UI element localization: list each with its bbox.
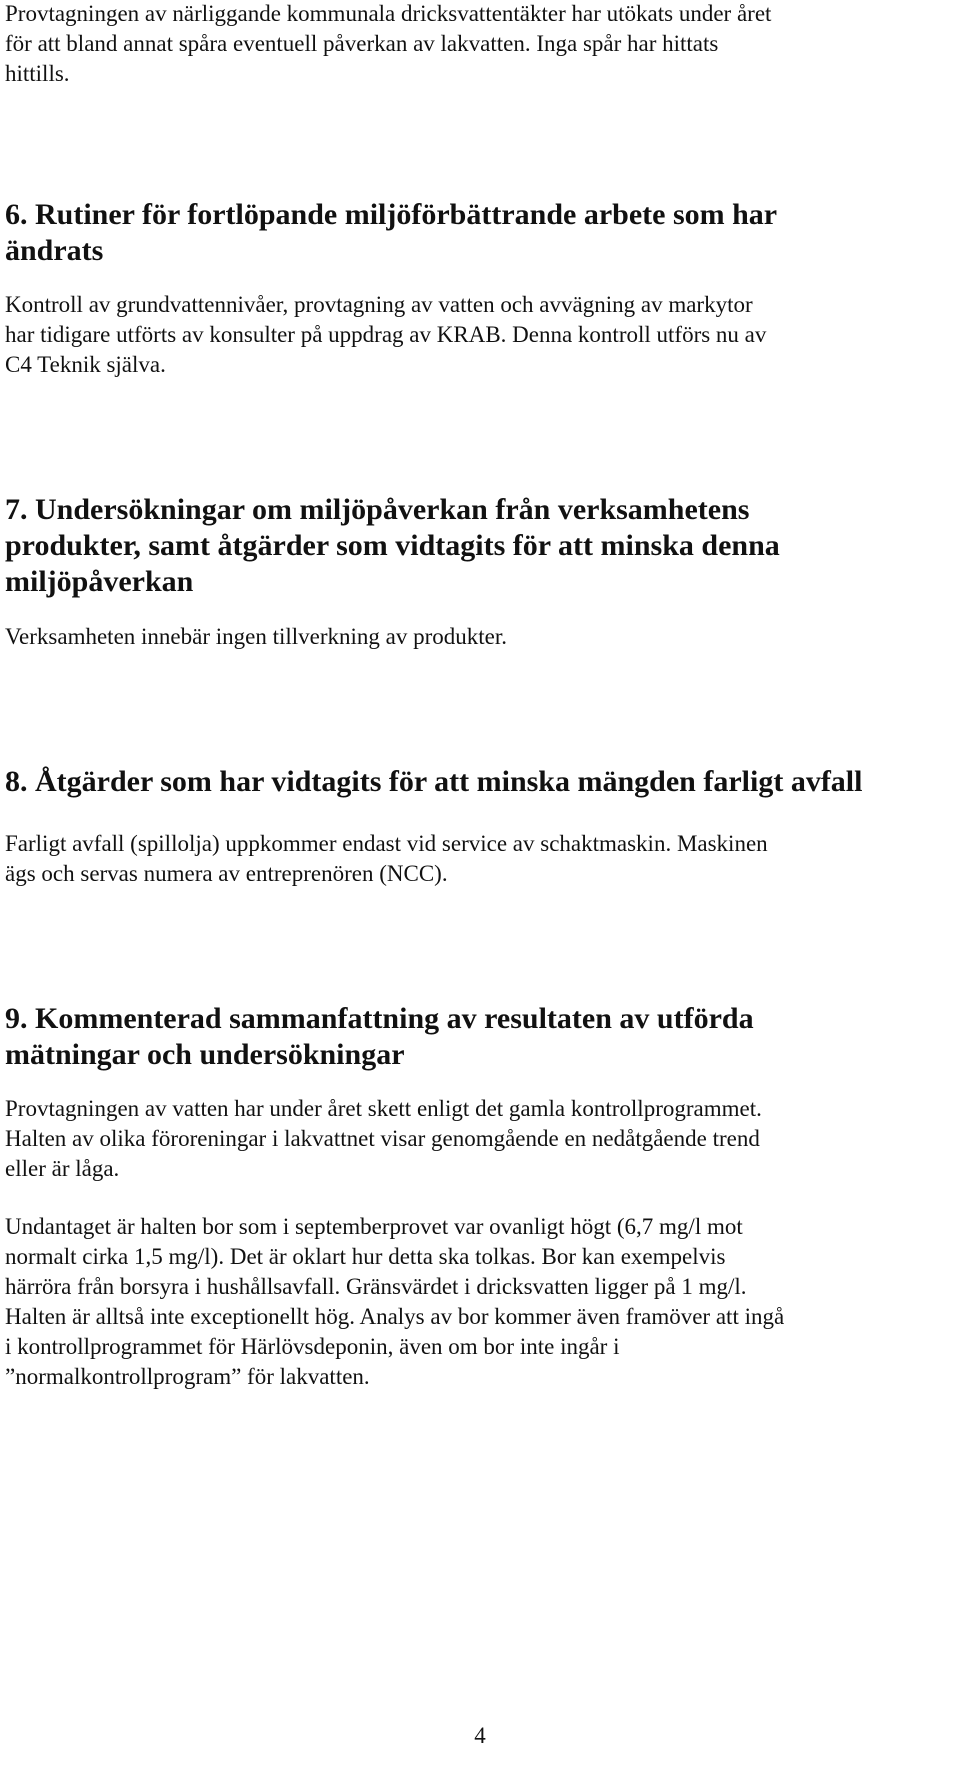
page-number: 4 [474, 1723, 486, 1748]
section-6-paragraph [5, 290, 955, 380]
section-8-heading [5, 764, 955, 800]
section-9-paragraph-1 [5, 1094, 955, 1184]
text-line: Farligt avfall (spillolja) uppkommer endast vid service av schaktmaskin. Maskinen [5, 831, 768, 856]
text-line: C4 Teknik själva. [5, 352, 166, 377]
text-line: i kontrollprogrammet för Härlövsdeponin, även om bor inte ingår i [5, 1334, 620, 1359]
text-line: ”normalkontrollprogram” för lakvatten. [5, 1364, 370, 1389]
text-line: ägs och servas numera av entreprenören (NCC). [5, 861, 448, 886]
heading-line: mätningar och undersökningar [5, 1038, 405, 1071]
heading-line: 7. Undersökningar om miljöpåverkan från verksamhetens [5, 493, 750, 526]
text-line: Halten är alltså inte exceptionellt hög. Analys av bor kommer även framöver att ingå [5, 1304, 785, 1329]
section-6-heading [5, 197, 955, 269]
section-7-paragraph [5, 622, 955, 652]
heading-line: 6. Rutiner för fortlöpande miljöförbättrande arbete som har [5, 198, 778, 231]
text-line: hittills. [5, 61, 70, 86]
text-line: normalt cirka 1,5 mg/l). Det är oklart hur detta ska tolkas. Bor kan exempelvis [5, 1244, 726, 1269]
text-line: Provtagningen av närliggande kommunala dricksvattentäkter har utökats under året [5, 1, 772, 26]
text-line: Halten av olika föroreningar i lakvattnet visar genomgående en nedåtgående trend [5, 1126, 760, 1151]
text-line: härröra från borsyra i hushållsavfall. Gränsvärdet i dricksvatten ligger på 1 mg/l. [5, 1274, 747, 1299]
section-9-paragraph-2 [5, 1212, 955, 1392]
text-line: Undantaget är halten bor som i septemberprovet var ovanligt högt (6,7 mg/l mot [5, 1214, 743, 1239]
intro-paragraph [5, 0, 955, 89]
heading-line: miljöpåverkan [5, 565, 194, 598]
text-line: Verksamheten innebär ingen tillverkning av produkter. [5, 624, 508, 649]
heading-line: 8. Åtgärder som har vidtagits för att minska mängden farligt avfall [5, 765, 863, 798]
text-line: eller är låga. [5, 1156, 120, 1181]
heading-line: 9. Kommenterad sammanfattning av resultaten av utförda [5, 1002, 754, 1035]
heading-line: produkter, samt åtgärder som vidtagits för att minska denna [5, 529, 780, 562]
section-7-heading [5, 492, 955, 600]
text-line: har tidigare utförts av konsulter på uppdrag av KRAB. Denna kontroll utförs nu av [5, 322, 767, 347]
text-line: Kontroll av grundvattennivåer, provtagning av vatten och avvägning av markytor [5, 292, 753, 317]
text-line: Provtagningen av vatten har under året skett enligt det gamla kontrollprogrammet. [5, 1096, 762, 1121]
text-line: för att bland annat spåra eventuell påverkan av lakvatten. Inga spår har hittats [5, 31, 719, 56]
section-9-heading [5, 1001, 955, 1073]
heading-line: ändrats [5, 234, 104, 267]
section-8-paragraph [5, 829, 955, 889]
